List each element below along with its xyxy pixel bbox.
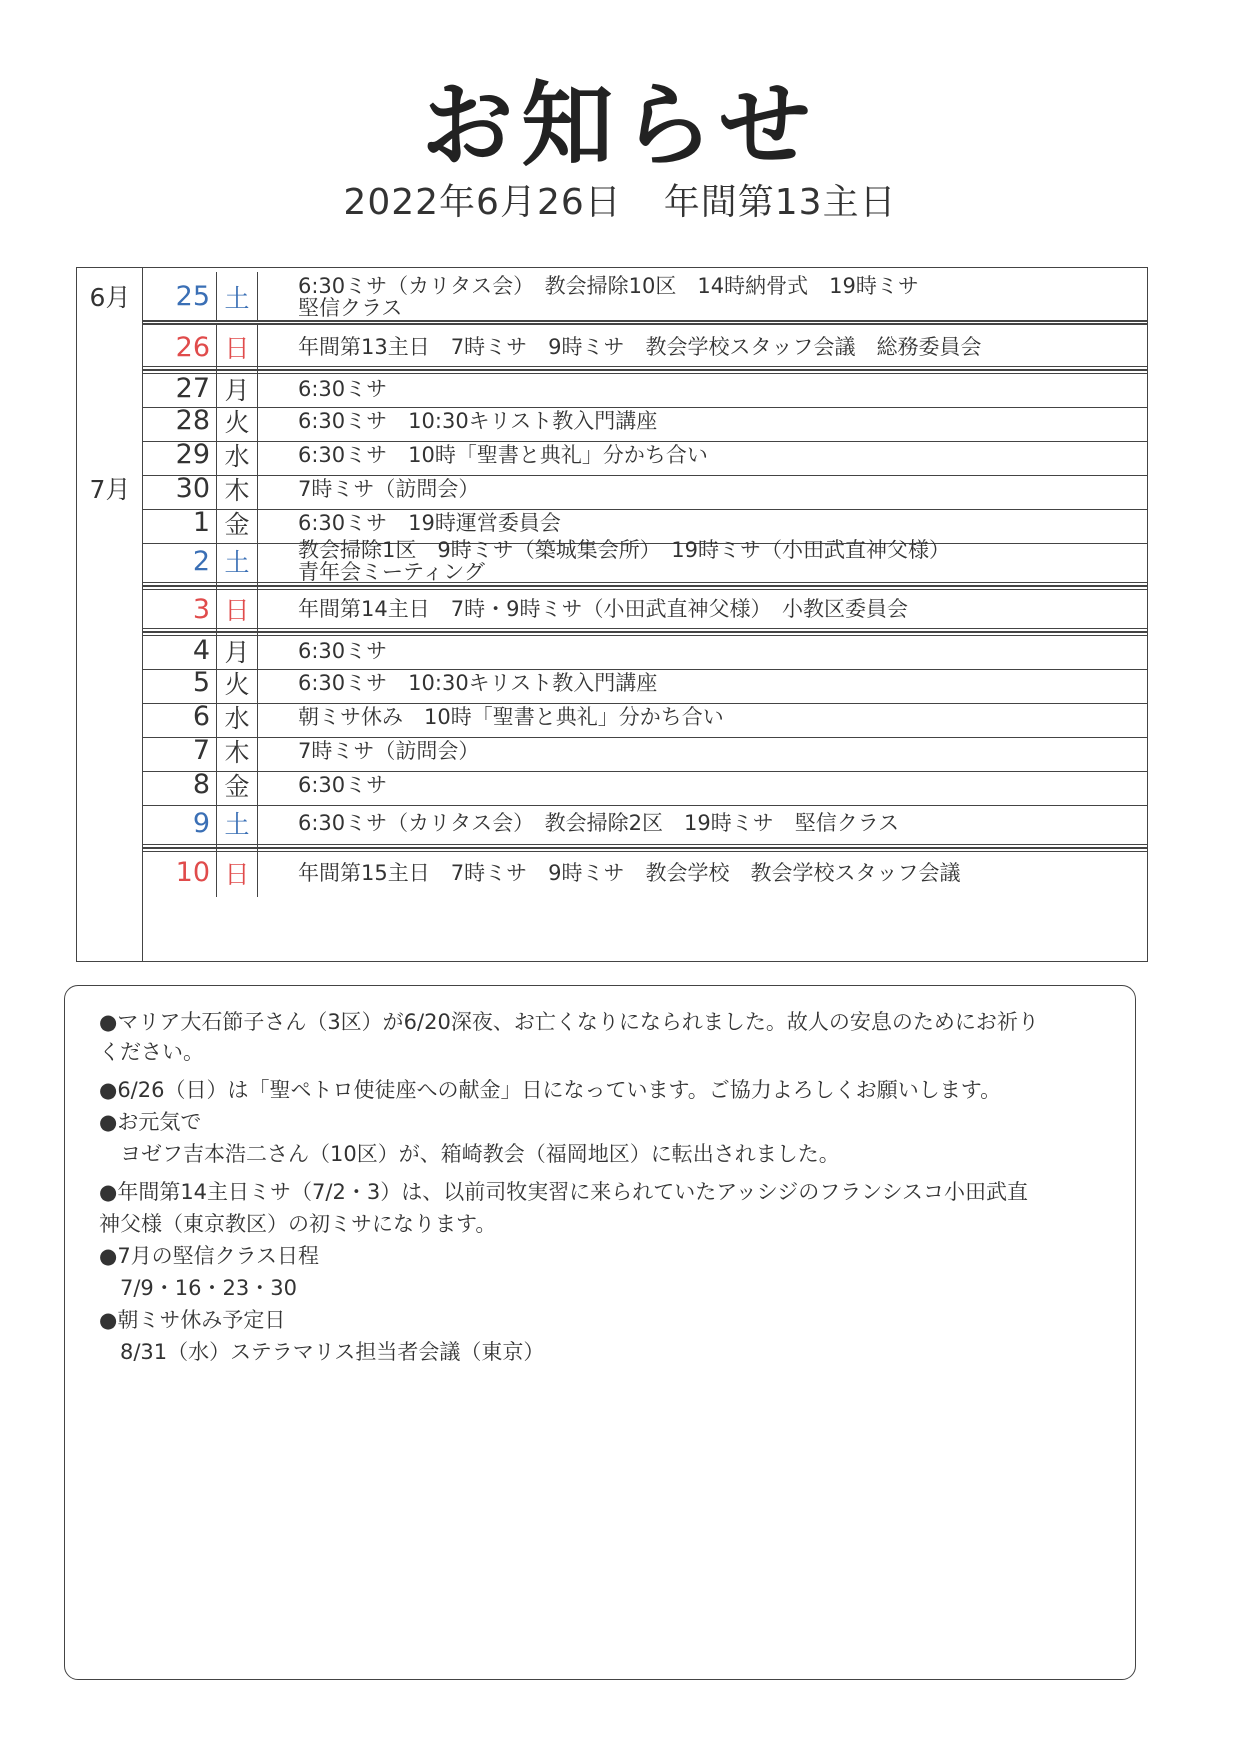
- event-cell: [258, 586, 1147, 632]
- day-number: 26: [175, 331, 210, 363]
- event-text: 7時ミサ（訪問会）: [298, 738, 480, 763]
- notice-box: [64, 985, 1136, 1680]
- day-number: 9: [192, 807, 210, 839]
- day-number: 7: [192, 735, 210, 766]
- day-number: 4: [192, 635, 210, 666]
- day-number: 27: [175, 373, 210, 404]
- page-title: お知らせ: [421, 72, 819, 179]
- weekday: 火: [216, 400, 258, 441]
- notice-line: ●7月の堅信クラス日程: [99, 1244, 320, 1268]
- day-number: 3: [192, 593, 210, 625]
- weekday: 土: [216, 272, 258, 321]
- event-text: 6:30ミサ（カリタス会） 教会掃除10区 14時納骨式 19時ミサ: [298, 273, 919, 298]
- day-number: 5: [192, 667, 210, 698]
- weekday: 日: [216, 848, 258, 897]
- day-number: 25: [175, 281, 210, 312]
- event-cell: [258, 324, 1147, 370]
- event-text: 堅信クラス: [298, 295, 403, 320]
- day-number: 30: [175, 473, 210, 504]
- weekday: 日: [216, 586, 258, 632]
- day-number: 6: [192, 701, 210, 732]
- weekday: 木: [216, 730, 258, 771]
- notice-line: ヨゼフ吉本浩二さん（10区）が、箱崎教会（福岡地区）に転出されました。: [99, 1142, 840, 1166]
- schedule-row: [143, 272, 1147, 325]
- weekday: 月: [216, 370, 258, 407]
- event-text: 年間第13主日 7時ミサ 9時ミサ 教会学校スタッフ会議 総務委員会: [298, 335, 982, 359]
- event-text: 青年会ミーティング: [298, 560, 485, 584]
- month-label-june: 6月: [89, 283, 131, 312]
- day-number: 10: [175, 857, 210, 888]
- weekday: 火: [216, 662, 258, 703]
- event-text: 6:30ミサ 19時運営委員会: [298, 510, 561, 535]
- schedule-row: [143, 844, 1147, 897]
- bulletin-date: 2022年6月26日: [343, 182, 622, 223]
- month-label-july: 7月: [89, 475, 131, 504]
- event-text: 6:30ミサ 10:30キリスト教入門講座: [298, 670, 658, 695]
- weekday: 土: [216, 798, 258, 848]
- weekday: 日: [216, 324, 258, 370]
- weekday: 木: [216, 468, 258, 509]
- event-cell: [258, 536, 1147, 586]
- day-number: 2: [192, 545, 210, 577]
- weekday: 土: [216, 536, 258, 586]
- day-number: 28: [175, 405, 210, 436]
- day-number: 8: [192, 769, 210, 800]
- page-subtitle: [0, 174, 1240, 225]
- notice-line: 神父様（東京教区）の初ミサになります。: [99, 1212, 497, 1236]
- event-text: 7時ミサ（訪問会）: [298, 476, 480, 501]
- liturgical-sunday: 年間第13主日: [663, 182, 897, 223]
- event-text: 6:30ミサ 10時「聖書と典礼」分かち合い: [298, 442, 708, 467]
- day-number: 1: [192, 507, 210, 538]
- notice-line: ●6/26（日）は「聖ペトロ使徒座への献金」日になっています。ご協力よろしくお願いします。: [99, 1078, 1002, 1102]
- event-cell: [258, 272, 1147, 321]
- notice-line: ●朝ミサ休み予定日: [99, 1308, 286, 1332]
- notice-line: ●マリア大石節子さん（3区）が6/20深夜、お亡くなりになられました。故人の安息のためにお祈り: [99, 1010, 1039, 1034]
- weekday: 水: [216, 696, 258, 737]
- notice-line: ●お元気で: [99, 1110, 202, 1134]
- event-text: 6:30ミサ: [298, 638, 388, 663]
- weekday: 月: [216, 632, 258, 669]
- event-cell: [258, 798, 1147, 848]
- day-number: 29: [175, 439, 210, 470]
- weekday: 金: [216, 764, 258, 805]
- notice-line: 7/9・16・23・30: [99, 1276, 297, 1300]
- notice-line: 8/31（水）ステラマリス担当者会議（東京）: [99, 1340, 545, 1364]
- event-cell: [258, 848, 1147, 897]
- event-text: 6:30ミサ: [298, 772, 388, 797]
- event-text: 6:30ミサ（カリタス会） 教会掃除2区 19時ミサ 堅信クラス: [298, 811, 900, 835]
- notice-line: ください。: [99, 1040, 204, 1064]
- event-text: 年間第14主日 7時・9時ミサ（小田武直神父様） 小教区委員会: [298, 597, 908, 621]
- notice-line: ●年間第14主日ミサ（7/2・3）は、以前司牧実習に来られていたアッシジのフランシスコ小田武直: [99, 1180, 1029, 1204]
- event-text: 6:30ミサ: [298, 376, 388, 401]
- weekday: 金: [216, 502, 258, 543]
- schedule-table: [76, 267, 1148, 962]
- event-text: 教会掃除1区 9時ミサ（築城集会所） 19時ミサ（小田武直神父様）: [298, 538, 950, 562]
- month-column: [77, 268, 143, 961]
- event-text: 年間第15主日 7時ミサ 9時ミサ 教会学校 教会学校スタッフ会議: [298, 860, 961, 885]
- event-text: 朝ミサ休み 10時「聖書と典礼」分かち合い: [298, 704, 724, 729]
- event-text: 6:30ミサ 10:30キリスト教入門講座: [298, 408, 658, 433]
- weekday: 水: [216, 434, 258, 475]
